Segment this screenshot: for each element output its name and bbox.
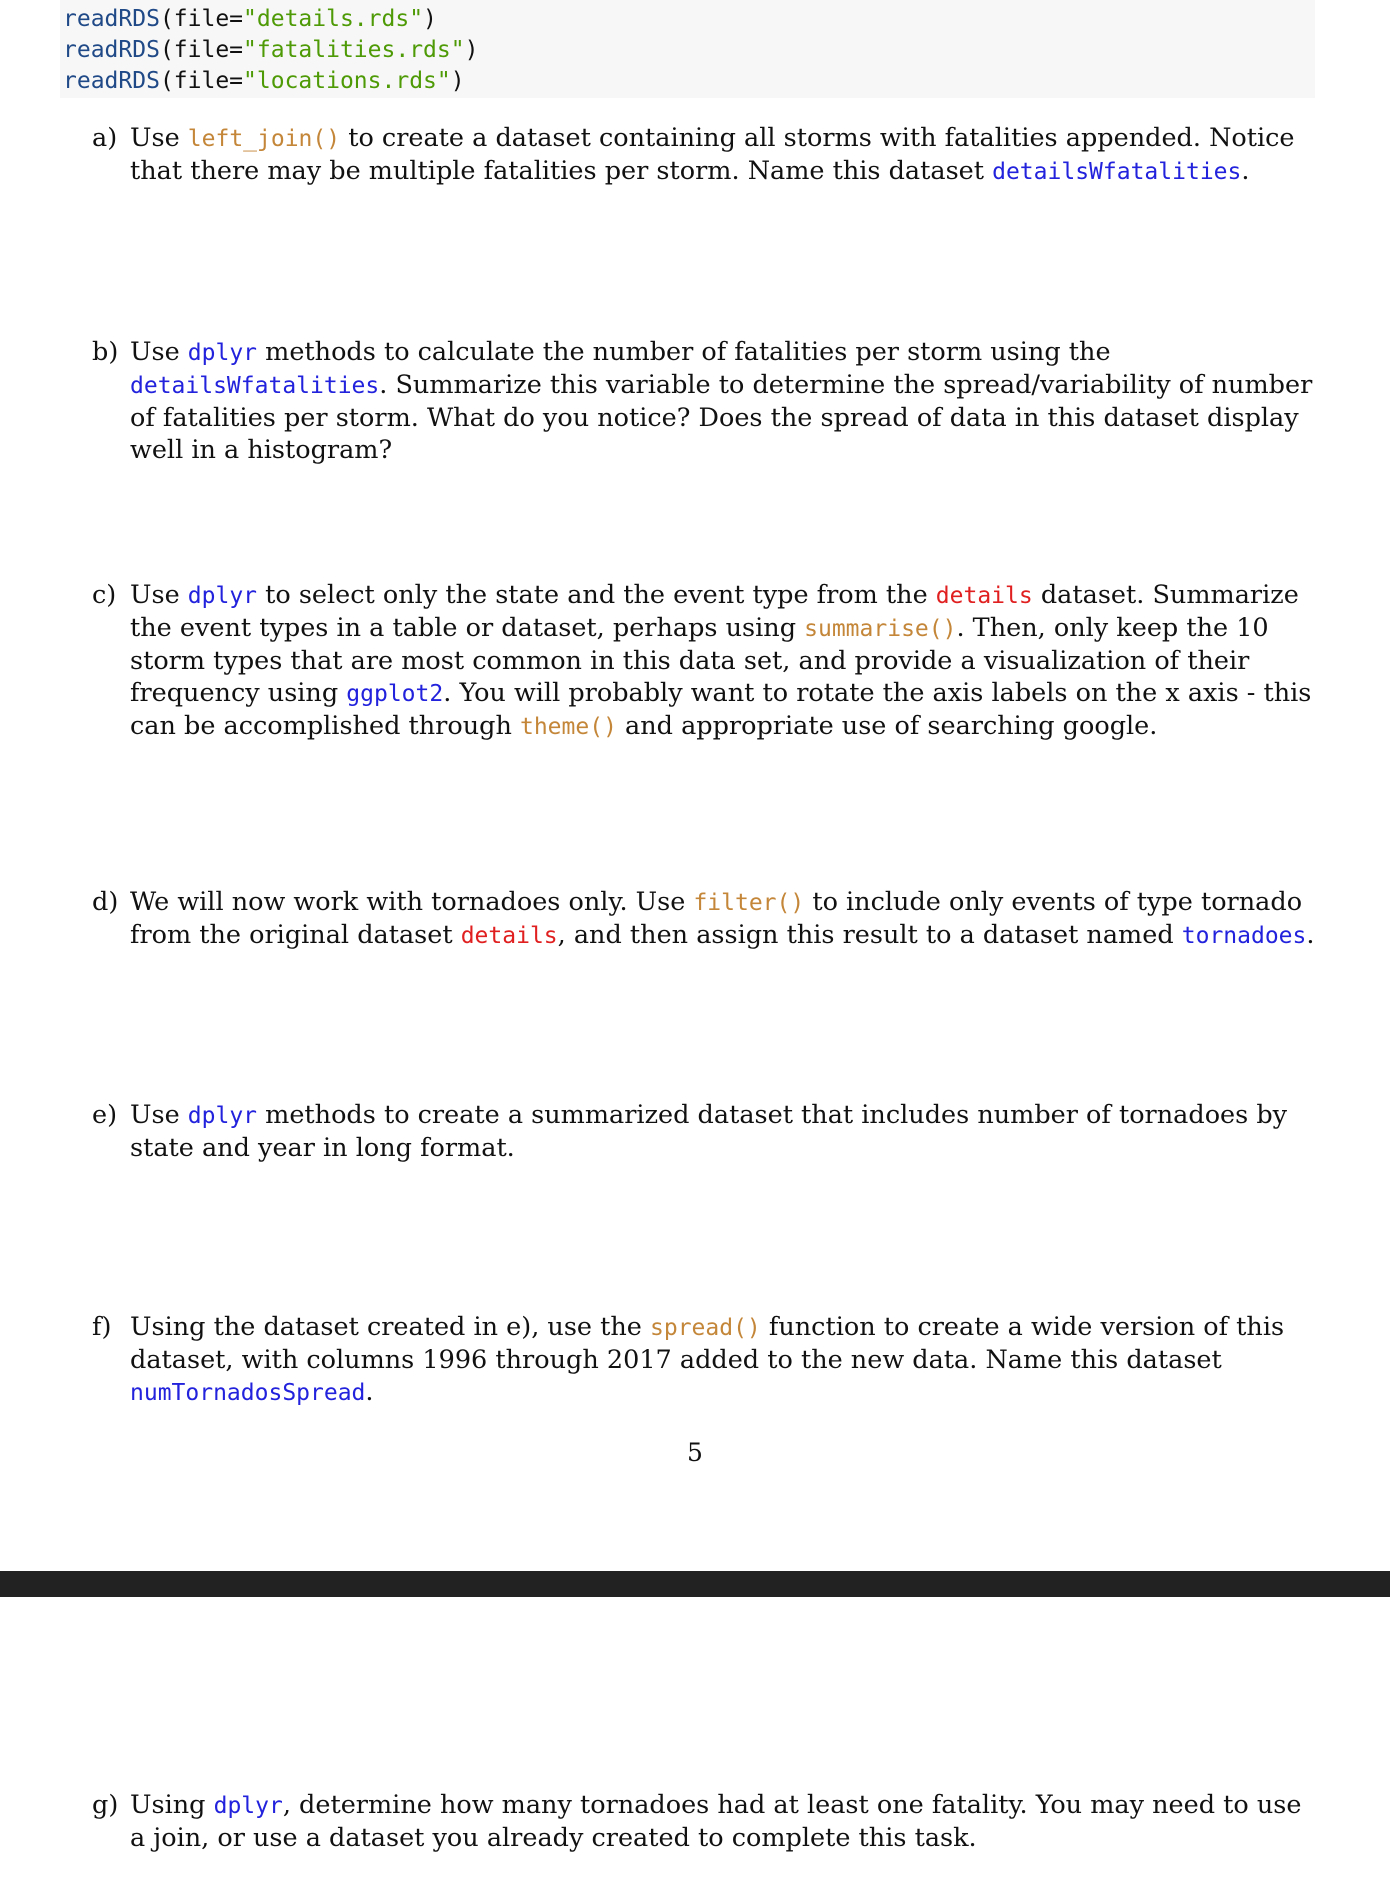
question-a (92, 122, 1322, 188)
question-label: a) (92, 123, 118, 153)
question-d (92, 886, 1322, 952)
code-line: readRDS(file="details.rds") (63, 6, 437, 32)
question-label: g) (92, 1790, 119, 1820)
question-label: f) (92, 1312, 112, 1342)
question-e (92, 1099, 1322, 1164)
question-label: c) (92, 580, 117, 610)
code-line: readRDS(file="locations.rds") (63, 68, 465, 94)
page-break (0, 1571, 1390, 1597)
question-text: Use dplyr to select only the state and the event type from the details dataset. Summarize the event types in a table or dataset, perhaps using summarise(). Then, only keep the 10 storm types that are most common in this data set, and provide a visualization of their frequency using ggplot2. You will probably want to rotate the axis labels on the x axis - this can be accomplished through theme() and appropriate use of searching google. (130, 580, 1312, 741)
question-c (92, 579, 1322, 743)
question-label: e) (92, 1100, 118, 1130)
page-number: 5 (687, 1438, 703, 1467)
code-line: readRDS(file="fatalities.rds") (63, 37, 479, 63)
question-text: Using dplyr, determine how many tornadoes had at least one fatality. You may need to use a join, or use a dataset you already created to complete this task. (130, 1790, 1302, 1853)
question-b (92, 336, 1322, 466)
code-block (60, 0, 1315, 98)
question-text: Use dplyr methods to create a summarized dataset that includes number of tornadoes by state and year in long format. (130, 1100, 1288, 1163)
question-g (92, 1789, 1322, 1854)
question-text: Using the dataset created in e), use the spread() function to create a wide version of this dataset, with columns 1996 through 2017 added to the new data. Name this dataset numTornadosSpread. (130, 1312, 1285, 1407)
question-label: b) (92, 337, 119, 367)
question-text: Use left_join() to create a dataset containing all storms with fatalities appended. Notice that there may be multiple fatalities per storm. Name this dataset detailsWfatalities. (130, 123, 1295, 186)
question-label: d) (92, 887, 119, 917)
question-text: Use dplyr methods to calculate the number of fatalities per storm using the detailsWfatalities. Summarize this variable to determine the spread/variability of number of fatalities per storm. What do you notice? Does the spread of data in this dataset display well in a histogram? (130, 337, 1313, 465)
question-f (92, 1311, 1322, 1409)
question-text: We will now work with tornadoes only. Use filter() to include only events of type tornado from the original dataset details, and then assign this result to a dataset named tornadoes. (130, 887, 1315, 950)
